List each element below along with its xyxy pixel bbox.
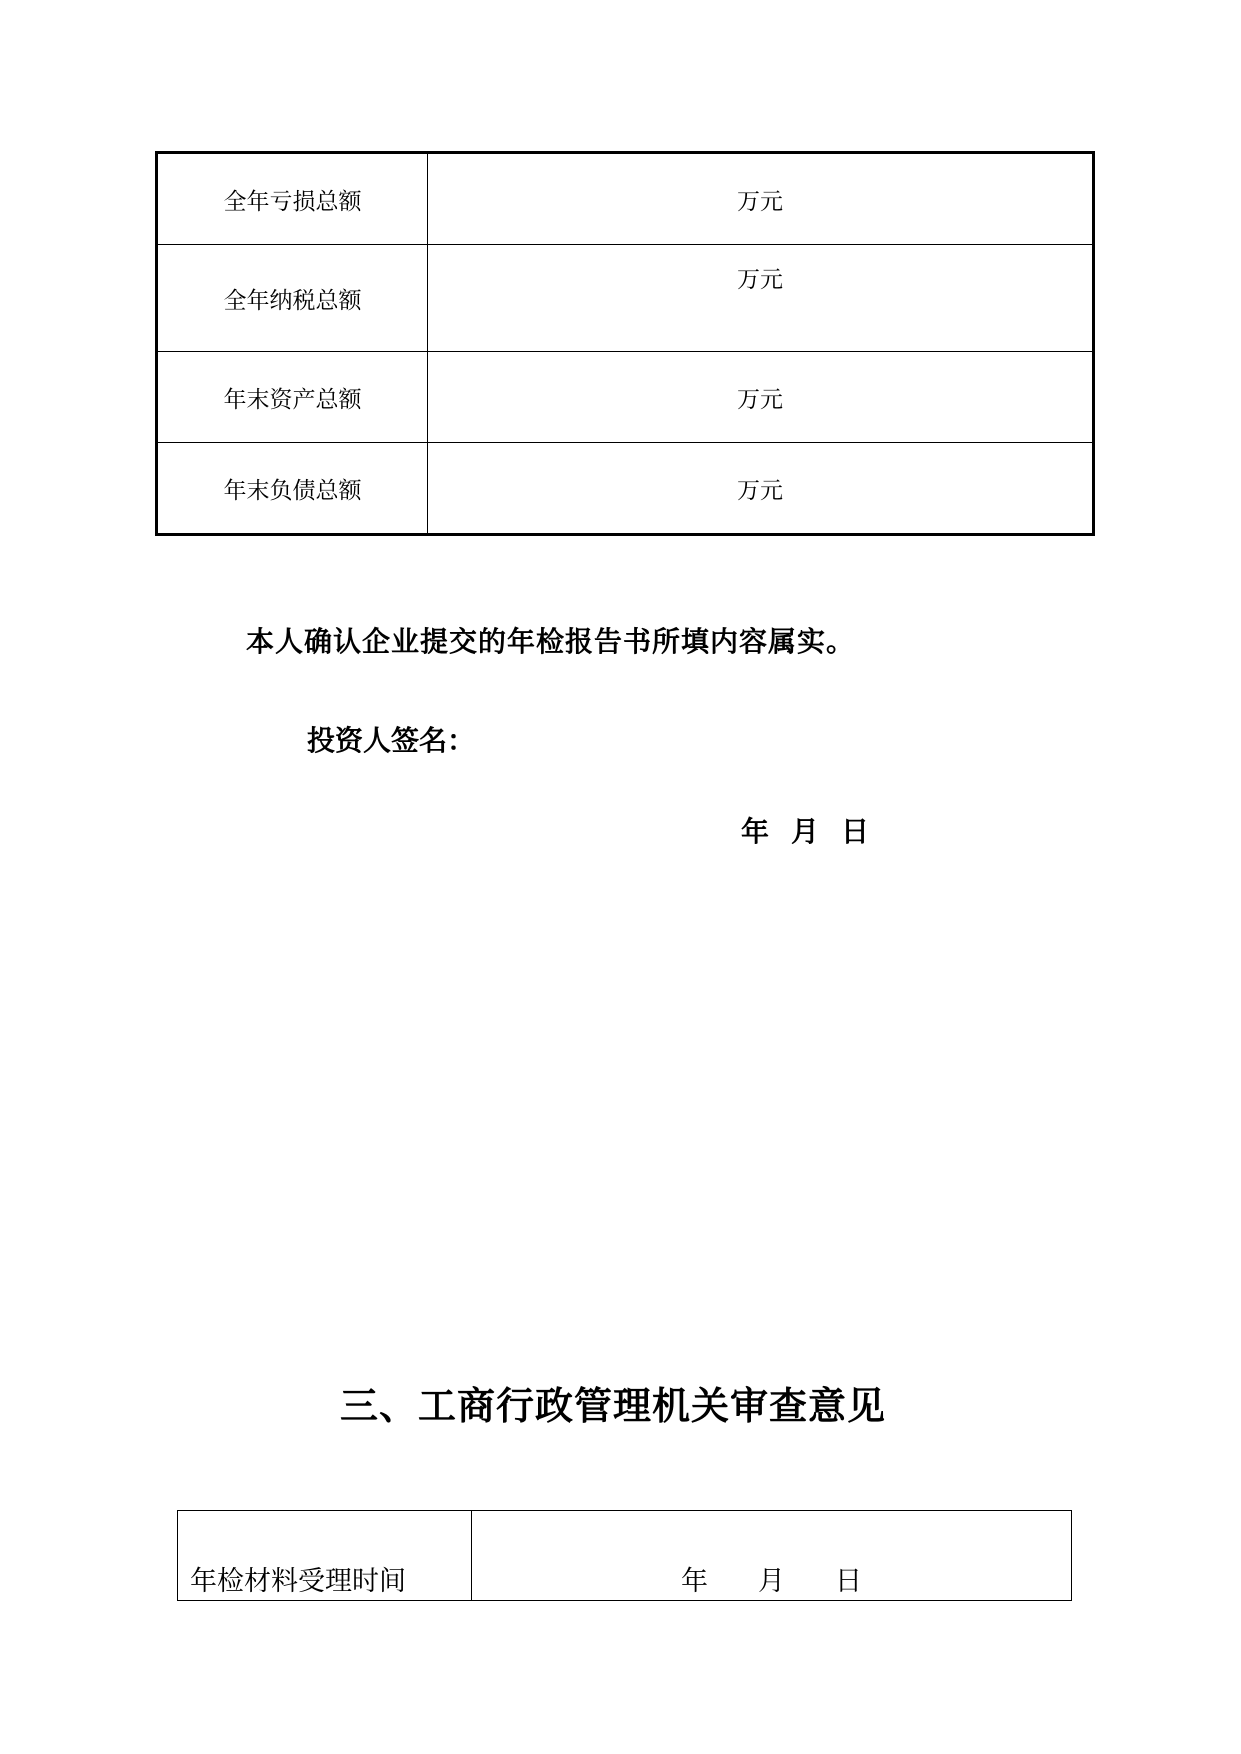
row-label-total-liabilities: 年末负债总额 bbox=[157, 443, 428, 535]
date-year-label: 年 bbox=[741, 815, 770, 848]
table-row bbox=[157, 153, 1094, 245]
acceptance-time-label: 年检材料受理时间 bbox=[178, 1511, 472, 1601]
table-row bbox=[157, 352, 1094, 443]
row-label-annual-loss: 全年亏损总额 bbox=[157, 153, 428, 245]
acceptance-time-value bbox=[472, 1511, 1072, 1601]
row-label-total-assets: 年末资产总额 bbox=[157, 352, 428, 443]
row-unit-annual-loss: 万元 bbox=[428, 153, 1094, 245]
signature-date bbox=[741, 810, 869, 850]
date-month-label: 月 bbox=[791, 815, 820, 848]
investor-signature-label: 投资人签名： bbox=[307, 724, 476, 757]
acceptance-month-label: 月 bbox=[758, 1566, 785, 1597]
row-unit-total-liabilities: 万元 bbox=[428, 443, 1094, 535]
section-title: 三、工商行政管理机关审查意见 bbox=[340, 1383, 887, 1428]
table-row bbox=[157, 245, 1094, 352]
date-day-label: 日 bbox=[841, 815, 870, 848]
confirmation-statement: 本人确认企业提交的年检报告书所填内容属实。 bbox=[246, 625, 856, 658]
table-row bbox=[178, 1511, 1072, 1601]
table-row bbox=[157, 443, 1094, 535]
row-unit-annual-tax: 万元 bbox=[428, 245, 1094, 352]
row-unit-total-assets: 万元 bbox=[428, 352, 1094, 443]
row-label-annual-tax: 全年纳税总额 bbox=[157, 245, 428, 352]
review-table bbox=[177, 1510, 1072, 1601]
acceptance-day-label: 日 bbox=[835, 1566, 862, 1597]
acceptance-year-label: 年 bbox=[681, 1566, 708, 1597]
finance-summary-table bbox=[155, 151, 1095, 536]
